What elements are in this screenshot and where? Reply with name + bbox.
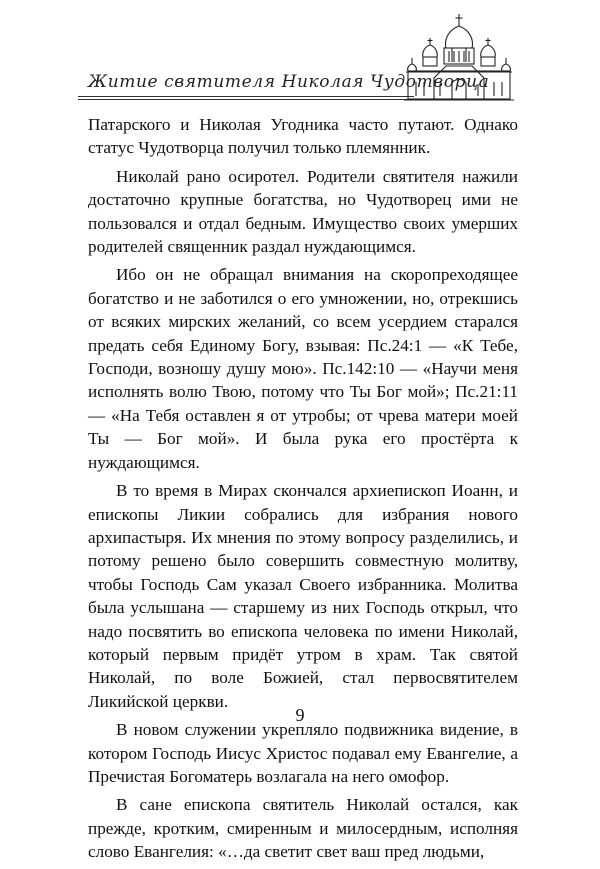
paragraph: В новом служении укрепляло подвижника видение, в котором Господь Иисус Христос подавал ему Евангелие, а Пречистая Богоматерь возлагала на него омофор. [88, 720, 518, 786]
paragraph: Николай рано осиротел. Родители святителя нажили достаточно крупные богатства, но Чудотворец ими не пользовался и отдал бедным. Имущество своих умерших родителей священник раздал нуждающимся. [88, 166, 518, 257]
paragraph: Патарского и Николая Угодника часто путают. Однако статус Чудотворца получил только племянник. [88, 115, 518, 158]
header-rule-thin [78, 99, 414, 100]
paragraph: В то время в Мирах скончался архиепископ Иоанн, и епископы Ликии собрались для избрания нового архипастыря. Их мнения по этому вопросу разделились, и потому решено было совершить совместную молитву, чтобы Господь Сам указал Своего избранника. Молитва была услышана — старшему из них Господь открыл, что надо посвятить во епископа человека по имени Николай, который первым придёт утром в храм. Так святой Николай, по воле Божией, стал первосвятителем Ликийской церкви. [88, 481, 518, 711]
cathedral-icon [404, 12, 514, 104]
page-number: 9 [295, 705, 305, 725]
header-rule [78, 96, 414, 97]
body-text [88, 113, 518, 869]
running-header-title: Житие святителя Николая Чудотворца [88, 72, 490, 92]
paragraph: В сане епископа святитель Николай остался, как прежде, кротким, смиренным и милосердным, исполняя слово Евангелия: «…да светит свет ваш пред людьми, [88, 795, 518, 862]
paragraph: Ибо он не обращал внимания на скоропреходящее богатство и не заботился о его умножении, но, отрекшись от всяких мирских желаний, со всем усердием старался предать себя Единому Богу, взывая: Пс.24:1 — «К Тебе, Господи, возношу душу мою». Пс.142:10 — «Научи меня исполнять волю Твою, потому что Ты Бог мой»; Пс.21:11 — «На Тебя оставлен я от утробы; от чрева матери моей Ты — Бог мой». И была рука его простёрта к нуждающимся. [88, 265, 518, 472]
running-header [0, 0, 600, 108]
